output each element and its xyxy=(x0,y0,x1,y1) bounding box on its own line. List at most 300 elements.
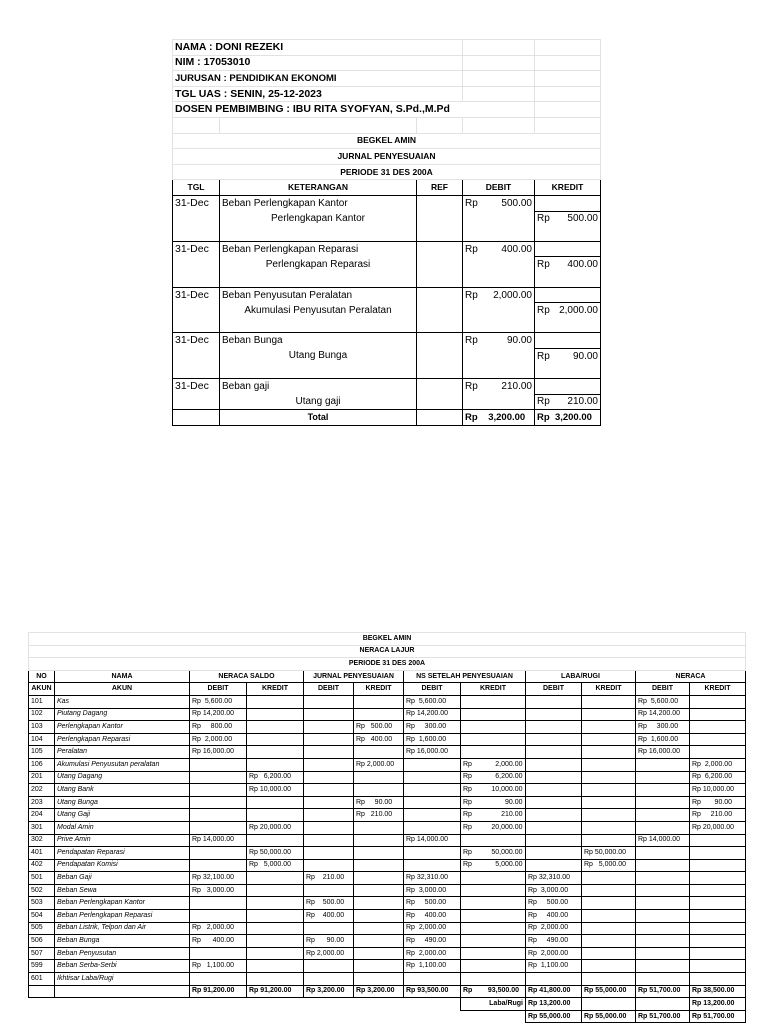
ws-amount-cell xyxy=(247,721,304,734)
ws-amount-cell: Rp 490.00 xyxy=(526,935,582,948)
worksheet-table xyxy=(28,632,746,1023)
ws-account-row xyxy=(29,733,746,746)
ws-amount-cell xyxy=(690,695,746,708)
entry-debit-amount: 2,000.00 xyxy=(493,289,532,301)
col-debit: DEBIT xyxy=(463,180,535,196)
header-row-nama xyxy=(173,40,601,56)
ws-amount-cell: Rp 16,000.00 xyxy=(190,746,247,759)
entry-kredit-amount: 500.00 xyxy=(567,213,598,225)
ws-amount-cell: Rp 500.00 xyxy=(304,897,354,910)
ws-amount-cell xyxy=(582,784,636,797)
ws-account-row xyxy=(29,935,746,948)
ws-amount-cell xyxy=(304,746,354,759)
ws-account-name: Beban Bunga xyxy=(55,935,190,948)
ws-col-debit: DEBIT xyxy=(636,683,690,696)
ws-account-name: Beban Sewa xyxy=(55,884,190,897)
ws-account-no: 102 xyxy=(29,708,55,721)
journal-title: JURNAL PENYESUAIAN xyxy=(173,149,601,165)
ws-amount-cell xyxy=(247,897,304,910)
ws-account-name: Beban Perlengkapan Kantor xyxy=(55,897,190,910)
ws-account-row xyxy=(29,796,746,809)
ws-amount-cell xyxy=(304,847,354,860)
ws-amount-cell xyxy=(636,784,690,797)
ws-account-no: 401 xyxy=(29,847,55,860)
ws-account-row xyxy=(29,897,746,910)
ws-amount-cell xyxy=(354,771,404,784)
ws-final-cell: Rp 55,000.00 xyxy=(582,1010,636,1023)
ws-account-name: Utang Dagang xyxy=(55,771,190,784)
ws-account-no: 104 xyxy=(29,733,55,746)
ws-amount-cell xyxy=(690,721,746,734)
ws-amount-cell xyxy=(304,721,354,734)
ws-amount-cell: Rp 1,600.00 xyxy=(636,733,690,746)
ws-col-kredit: KREDIT xyxy=(690,683,746,696)
ws-amount-cell xyxy=(636,910,690,923)
journal-entry-credit-row xyxy=(173,303,601,318)
currency-label: Rp xyxy=(465,243,478,255)
ws-col-neraca: NERACA xyxy=(636,670,746,683)
ws-amount-cell xyxy=(354,910,404,923)
ws-amount-cell xyxy=(404,758,461,771)
entry-debit-cell xyxy=(463,287,535,303)
ws-amount-cell: Rp 800.00 xyxy=(190,721,247,734)
ws-col-nama: NAMA xyxy=(55,670,190,683)
ws-amount-cell: Rp 3,000.00 xyxy=(404,884,461,897)
journal-sheet xyxy=(172,39,600,426)
ws-account-row xyxy=(29,721,746,734)
journal-entry-debit-row xyxy=(173,379,601,395)
ws-col-laba-rugi: LABA/RUGI xyxy=(526,670,636,683)
ws-account-no: 402 xyxy=(29,859,55,872)
ws-account-row xyxy=(29,947,746,960)
currency-label: Rp xyxy=(465,335,478,347)
header-row-dosen xyxy=(173,102,601,118)
ws-amount-cell xyxy=(582,809,636,822)
ws-amount-cell: Rp 14,200.00 xyxy=(190,708,247,721)
ws-amount-cell: Rp 6,200.00 xyxy=(690,771,746,784)
ws-amount-cell xyxy=(690,733,746,746)
ws-amount-cell xyxy=(526,771,582,784)
ws-col-akun-no: AKUN xyxy=(29,683,55,696)
entry-credit-account: Perlengkapan Kantor xyxy=(220,211,417,226)
ws-account-no: 504 xyxy=(29,910,55,923)
ws-account-row xyxy=(29,872,746,885)
ws-laba-neraca-kredit: Rp 13,200.00 xyxy=(690,998,746,1011)
ws-amount-cell: Rp 210.00 xyxy=(304,872,354,885)
ws-amount-cell xyxy=(247,947,304,960)
ws-account-row xyxy=(29,746,746,759)
ws-col-kredit: KREDIT xyxy=(582,683,636,696)
ws-total-cell: Rp 91,200.00 xyxy=(247,985,304,998)
currency-label: Rp xyxy=(465,381,478,393)
ws-header-row-2 xyxy=(29,683,746,696)
ws-account-no: 506 xyxy=(29,935,55,948)
journal-entry-credit-row xyxy=(173,348,601,363)
currency-label: Rp xyxy=(537,259,550,271)
ws-account-name: Akumulasi Penyusutan peralatan xyxy=(55,758,190,771)
ws-amount-cell xyxy=(304,884,354,897)
ws-amount-cell xyxy=(636,973,690,986)
ws-col-kredit: KREDIT xyxy=(247,683,304,696)
ws-total-cell: Rp 55,000.00 xyxy=(582,985,636,998)
ws-amount-cell xyxy=(526,859,582,872)
ws-amount-cell: Rp 2,000.00 xyxy=(404,947,461,960)
ws-amount-cell xyxy=(404,796,461,809)
ws-amount-cell xyxy=(354,922,404,935)
entry-debit-cell xyxy=(463,333,535,349)
ws-amount-cell: Rp 5,600.00 xyxy=(190,695,247,708)
ws-amount-cell: Rp 210.00 xyxy=(354,809,404,822)
ws-total-cell: Rp 41,800.00 xyxy=(526,985,582,998)
header-row-nim xyxy=(173,55,601,71)
entry-kredit-cell xyxy=(535,257,601,272)
ws-amount-cell xyxy=(461,746,526,759)
ws-amount-cell xyxy=(304,796,354,809)
ws-amount-cell: Rp 490.00 xyxy=(404,935,461,948)
entry-kredit-amount: 210.00 xyxy=(567,396,598,408)
ws-amount-cell: Rp 2,000.00 xyxy=(404,922,461,935)
ws-amount-cell: Rp 20,000.00 xyxy=(247,821,304,834)
ws-final-cell: Rp 51,700.00 xyxy=(636,1010,690,1023)
ws-account-name: Prive Amin xyxy=(55,834,190,847)
title-row-journal xyxy=(173,149,601,165)
ws-amount-cell xyxy=(461,897,526,910)
ws-amount-cell: Rp 20,000.00 xyxy=(461,821,526,834)
ws-amount-cell xyxy=(354,834,404,847)
journal-entries xyxy=(173,195,601,409)
ws-account-no: 202 xyxy=(29,784,55,797)
ws-amount-cell xyxy=(247,746,304,759)
ws-account-row xyxy=(29,960,746,973)
ws-account-no: 501 xyxy=(29,872,55,885)
ws-col-no: NO xyxy=(29,670,55,683)
ws-amount-cell xyxy=(404,809,461,822)
ws-amount-cell xyxy=(582,973,636,986)
ws-amount-cell xyxy=(354,746,404,759)
ws-account-name: Pendapatan Reparasi xyxy=(55,847,190,860)
ws-amount-cell xyxy=(190,859,247,872)
ws-account-name: Pendapatan Komisi xyxy=(55,859,190,872)
ws-account-row xyxy=(29,859,746,872)
exam-date: TGL UAS : SENIN, 25-12-2023 xyxy=(173,86,463,102)
journal-entry-debit-row xyxy=(173,241,601,257)
ws-account-row xyxy=(29,973,746,986)
entry-credit-account: Perlengkapan Reparasi xyxy=(220,257,417,272)
entry-debit-account: Beban Penyusutan Peralatan xyxy=(220,287,417,303)
journal-company: BEGKEL AMIN xyxy=(173,133,601,149)
ws-amount-cell xyxy=(526,821,582,834)
ws-amount-cell xyxy=(526,809,582,822)
ws-totals-row xyxy=(29,985,746,998)
ws-amount-cell xyxy=(190,973,247,986)
ws-company: BEGKEL AMIN xyxy=(29,633,746,646)
ws-amount-cell xyxy=(582,733,636,746)
ws-amount-cell: Rp 5,600.00 xyxy=(404,695,461,708)
ws-amount-cell xyxy=(690,960,746,973)
journal-table xyxy=(172,39,601,426)
ws-amount-cell xyxy=(354,884,404,897)
currency-label: Rp xyxy=(537,396,550,408)
ws-amount-cell: Rp 2,000.00 xyxy=(190,733,247,746)
ws-amount-cell: Rp 14,000.00 xyxy=(636,834,690,847)
ws-amount-cell xyxy=(582,922,636,935)
ws-amount-cell xyxy=(304,809,354,822)
ws-amount-cell: Rp 1,600.00 xyxy=(404,733,461,746)
ws-amount-cell: Rp 500.00 xyxy=(354,721,404,734)
ws-amount-cell xyxy=(526,834,582,847)
ws-account-no: 201 xyxy=(29,771,55,784)
ws-account-name: Piutang Dagang xyxy=(55,708,190,721)
ws-amount-cell: Rp 16,000.00 xyxy=(636,746,690,759)
ws-header-row-1 xyxy=(29,670,746,683)
journal-spacer-row xyxy=(173,272,601,287)
ws-amount-cell xyxy=(247,960,304,973)
ws-amount-cell xyxy=(461,947,526,960)
ws-amount-cell xyxy=(461,973,526,986)
ws-amount-cell xyxy=(190,847,247,860)
ws-amount-cell xyxy=(526,758,582,771)
ws-amount-cell xyxy=(304,695,354,708)
ws-amount-cell: Rp 20,000.00 xyxy=(690,821,746,834)
ws-title-row xyxy=(29,645,746,658)
ws-account-name: Beban Penyusutan xyxy=(55,947,190,960)
ws-account-row xyxy=(29,834,746,847)
ws-amount-cell xyxy=(461,834,526,847)
ws-amount-cell xyxy=(304,758,354,771)
ws-amount-cell: Rp 2,000.00 xyxy=(690,758,746,771)
ws-col-debit: DEBIT xyxy=(404,683,461,696)
ws-amount-cell xyxy=(247,935,304,948)
ws-amount-cell xyxy=(582,695,636,708)
ws-col-debit: DEBIT xyxy=(304,683,354,696)
ws-account-no: 106 xyxy=(29,758,55,771)
ws-col-akun: AKUN xyxy=(55,683,190,696)
entry-debit-amount: 400.00 xyxy=(501,243,532,255)
ws-amount-cell xyxy=(190,821,247,834)
ws-amount-cell xyxy=(404,771,461,784)
ws-amount-cell: Rp 2,000.00 xyxy=(461,758,526,771)
ws-amount-cell: Rp 400.00 xyxy=(190,935,247,948)
ws-account-name: Perlengkapan Kantor xyxy=(55,721,190,734)
ws-account-row xyxy=(29,784,746,797)
ws-amount-cell xyxy=(304,771,354,784)
ws-amount-cell xyxy=(354,935,404,948)
ws-amount-cell xyxy=(354,821,404,834)
ws-amount-cell: Rp 14,200.00 xyxy=(636,708,690,721)
title-row-period xyxy=(173,164,601,180)
entry-date: 31-Dec xyxy=(173,195,220,211)
currency-label: Rp xyxy=(537,304,550,316)
ws-amount-cell xyxy=(636,771,690,784)
ws-amount-cell xyxy=(461,960,526,973)
ws-amount-cell xyxy=(690,910,746,923)
ws-total-cell: Rp 93,500.00 xyxy=(404,985,461,998)
ws-amount-cell: Rp 500.00 xyxy=(526,897,582,910)
entry-date: 31-Dec xyxy=(173,379,220,395)
entry-kredit-cell xyxy=(535,394,601,410)
ws-account-row xyxy=(29,847,746,860)
ws-account-name: Ikhtisar Laba/Rugi xyxy=(55,973,190,986)
entry-credit-account: Akumulasi Penyusutan Peralatan xyxy=(220,303,417,318)
ws-amount-cell: Rp 90.00 xyxy=(461,796,526,809)
currency-label: Rp xyxy=(537,213,550,225)
ws-amount-cell: Rp 1,100.00 xyxy=(526,960,582,973)
ws-amount-cell xyxy=(526,847,582,860)
ws-amount-cell xyxy=(404,973,461,986)
journal-period: PERIODE 31 DES 200A xyxy=(173,164,601,180)
ws-account-row xyxy=(29,910,746,923)
ws-amount-cell xyxy=(582,834,636,847)
ws-amount-cell xyxy=(636,809,690,822)
ws-account-no: 301 xyxy=(29,821,55,834)
ws-amount-cell: Rp 5,600.00 xyxy=(636,695,690,708)
entry-debit-account: Beban Perlengkapan Kantor xyxy=(220,195,417,211)
ws-amount-cell xyxy=(354,784,404,797)
ws-amount-cell xyxy=(690,935,746,948)
ws-amount-cell xyxy=(190,947,247,960)
entry-kredit-amount: 400.00 xyxy=(567,259,598,271)
ws-account-name: Beban Serba-Serbi xyxy=(55,960,190,973)
ws-amount-cell xyxy=(690,973,746,986)
ws-amount-cell xyxy=(247,809,304,822)
ws-amount-cell xyxy=(461,708,526,721)
entry-date: 31-Dec xyxy=(173,241,220,257)
ws-amount-cell: Rp 6,200.00 xyxy=(461,771,526,784)
ws-amount-cell: Rp 10,000.00 xyxy=(247,784,304,797)
ws-amount-cell xyxy=(582,935,636,948)
journal-spacer-row xyxy=(173,363,601,378)
ws-account-no: 103 xyxy=(29,721,55,734)
ws-amount-cell xyxy=(582,910,636,923)
ws-period-row xyxy=(29,658,746,671)
ws-amount-cell xyxy=(582,884,636,897)
ws-amount-cell xyxy=(636,960,690,973)
ws-amount-cell xyxy=(247,796,304,809)
ws-total-cell: Rp 51,700.00 xyxy=(636,985,690,998)
ws-amount-cell: Rp 32,310.00 xyxy=(404,872,461,885)
entry-credit-account: Utang Bunga xyxy=(220,348,417,363)
ws-amount-cell xyxy=(690,847,746,860)
ws-amount-cell: Rp 2,000.00 xyxy=(526,922,582,935)
ws-amount-cell xyxy=(582,746,636,759)
ws-amount-cell xyxy=(304,973,354,986)
lecturer: DOSEN PEMBIMBING : IBU RITA SYOFYAN, S.Pd.,M.Pd xyxy=(173,102,535,118)
ws-amount-cell xyxy=(247,695,304,708)
ws-account-no: 204 xyxy=(29,809,55,822)
ws-account-row xyxy=(29,809,746,822)
ws-amount-cell xyxy=(461,872,526,885)
ws-amount-cell xyxy=(526,721,582,734)
entry-debit-cell xyxy=(463,241,535,257)
ws-final-row xyxy=(29,1010,746,1023)
ws-account-name: Utang Bunga xyxy=(55,796,190,809)
entry-debit-amount: 500.00 xyxy=(501,197,532,209)
ws-amount-cell: Rp 50,000.00 xyxy=(582,847,636,860)
ws-account-name: Modal Amin xyxy=(55,821,190,834)
ws-amount-cell xyxy=(190,809,247,822)
ws-amount-cell xyxy=(190,910,247,923)
ws-amount-cell xyxy=(526,733,582,746)
ws-amount-cell xyxy=(582,771,636,784)
ws-amount-cell xyxy=(690,859,746,872)
ws-amount-cell: Rp 5,000.00 xyxy=(247,859,304,872)
ws-amount-cell xyxy=(582,821,636,834)
worksheet-sheet xyxy=(28,632,745,1023)
entry-date: 31-Dec xyxy=(173,287,220,303)
ws-amount-cell: Rp 14,200.00 xyxy=(404,708,461,721)
journal-spacer-row xyxy=(173,318,601,333)
entry-debit-account: Beban Bunga xyxy=(220,333,417,349)
ws-account-name: Kas xyxy=(55,695,190,708)
header-row-tgl xyxy=(173,86,601,102)
ws-amount-cell: Rp 14,000.00 xyxy=(190,834,247,847)
ws-account-row xyxy=(29,771,746,784)
ws-amount-cell: Rp 50,000.00 xyxy=(461,847,526,860)
ws-amount-cell: Rp 6,200.00 xyxy=(247,771,304,784)
ws-amount-cell: Rp 210.00 xyxy=(690,809,746,822)
entry-kredit-cell xyxy=(535,211,601,226)
ws-amount-cell xyxy=(636,884,690,897)
ws-amount-cell xyxy=(247,708,304,721)
col-tgl: TGL xyxy=(173,180,220,196)
entry-debit-account: Beban gaji xyxy=(220,379,417,395)
ws-amount-cell: Rp 5,000.00 xyxy=(461,859,526,872)
ws-account-no: 601 xyxy=(29,973,55,986)
ws-title-company-row xyxy=(29,633,746,646)
ws-amount-cell xyxy=(582,897,636,910)
ws-amount-cell: Rp 300.00 xyxy=(636,721,690,734)
ws-total-cell: Rp 93,500.00 xyxy=(461,985,526,998)
entry-debit-amount: 210.00 xyxy=(501,381,532,393)
ws-account-no: 505 xyxy=(29,922,55,935)
ws-amount-cell xyxy=(190,784,247,797)
ws-account-name: Beban Gaji xyxy=(55,872,190,885)
ws-amount-cell xyxy=(526,708,582,721)
blank-row xyxy=(173,117,601,133)
ws-amount-cell xyxy=(526,695,582,708)
ws-amount-cell xyxy=(354,947,404,960)
ws-amount-cell xyxy=(304,821,354,834)
student-name: NAMA : DONI REZEKI xyxy=(173,40,463,56)
ws-amount-cell xyxy=(461,910,526,923)
ws-amount-cell xyxy=(461,884,526,897)
ws-amount-cell: Rp 210.00 xyxy=(461,809,526,822)
ws-amount-cell xyxy=(636,947,690,960)
ws-amount-cell xyxy=(247,733,304,746)
ws-amount-cell: Rp 400.00 xyxy=(526,910,582,923)
ws-account-name: Utang Bank xyxy=(55,784,190,797)
entry-kredit-cell xyxy=(535,303,601,318)
ws-col-kredit: KREDIT xyxy=(461,683,526,696)
ws-amount-cell: Rp 2,000.00 xyxy=(190,922,247,935)
entry-kredit-amount: 90.00 xyxy=(572,350,598,362)
ws-amount-cell: Rp 10,000.00 xyxy=(690,784,746,797)
ws-amount-cell xyxy=(582,947,636,960)
ws-amount-cell xyxy=(690,897,746,910)
ws-amount-cell xyxy=(636,758,690,771)
ws-amount-cell xyxy=(582,960,636,973)
ws-amount-cell xyxy=(190,897,247,910)
ws-final-cell: Rp 51,700.00 xyxy=(690,1010,746,1023)
ws-amount-cell: Rp 14,000.00 xyxy=(404,834,461,847)
ws-laba-label: Laba/Rugi xyxy=(461,998,526,1011)
ws-amount-cell xyxy=(690,922,746,935)
currency-label: Rp xyxy=(465,289,478,301)
ws-account-row xyxy=(29,708,746,721)
journal-entry-debit-row xyxy=(173,287,601,303)
ws-amount-cell xyxy=(354,695,404,708)
ws-amount-cell xyxy=(354,872,404,885)
